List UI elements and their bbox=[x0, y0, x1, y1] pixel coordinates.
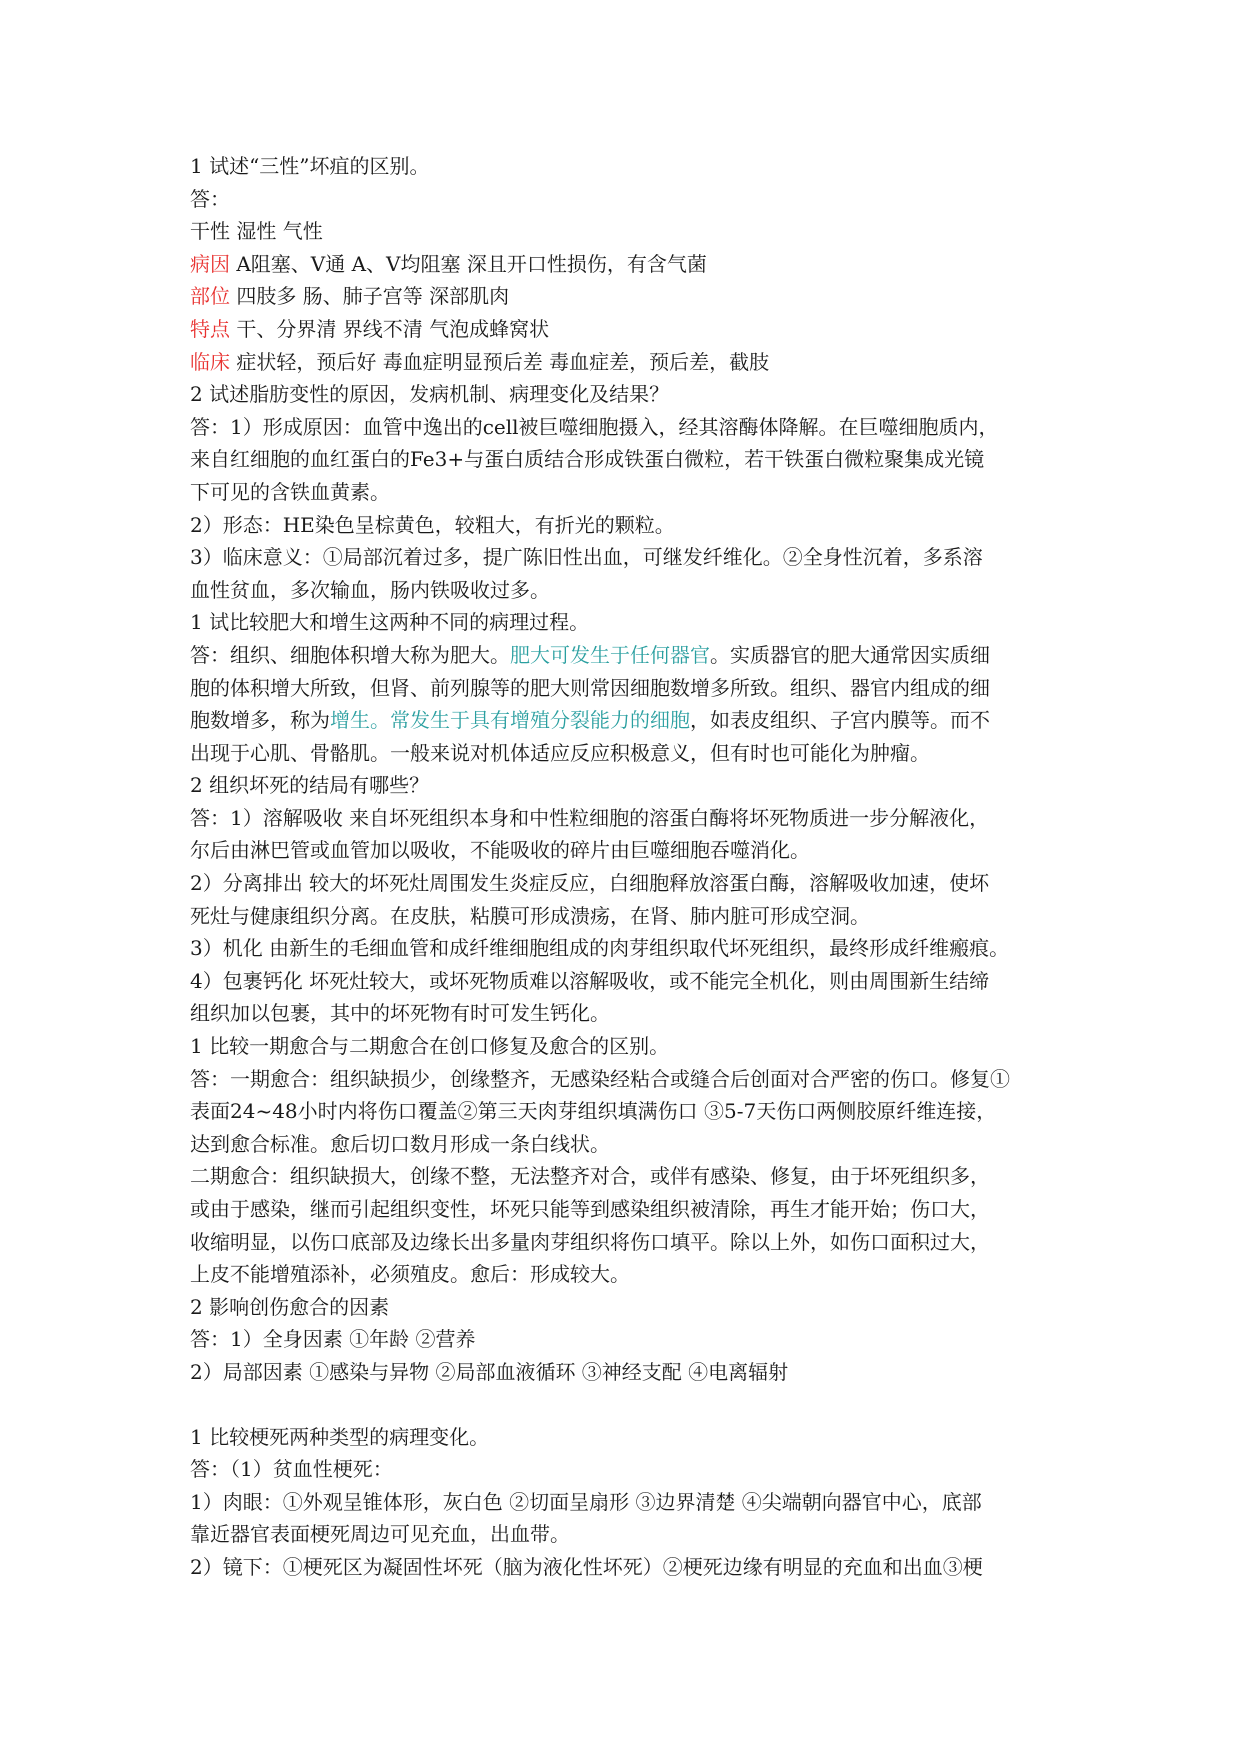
question-2: 2 试述脂肪变性的原因，发病机制、病理变化及结果？ bbox=[190, 382, 670, 407]
question-5: 1 比较一期愈合与二期愈合在创口修复及愈合的区别。 bbox=[190, 1034, 670, 1059]
answer-line: 1）肉眼：①外观呈锥体形，灰白色 ②切面呈扇形 ③边界清楚 ④尖端朝向器官中心，底部 bbox=[190, 1489, 982, 1514]
row-label: 临床 bbox=[190, 349, 230, 374]
answer-line: 下可见的含铁血黄素。 bbox=[190, 479, 390, 504]
text-segment: 。实质器官的肥大通常因实质细 bbox=[710, 642, 990, 667]
answer-line bbox=[190, 704, 1070, 737]
document-body bbox=[190, 150, 1070, 1584]
highlight-segment: 增生。常发生于具有增殖分裂能力的细胞 bbox=[330, 708, 690, 733]
answer-line: 出现于心肌、骨骼肌。一般来说对机体适应反应积极意义，但有时也可能化为肿瘤。 bbox=[190, 740, 930, 765]
answer-line: 答：（1）贫血性梗死： bbox=[190, 1457, 393, 1482]
answer-line: 靠近器官表面梗死周边可见充血，出血带。 bbox=[190, 1522, 570, 1547]
text-segment: ，如表皮组织、子宫内膜等。而不 bbox=[690, 708, 990, 733]
answer-line: 4）包裹钙化 坏死灶较大，或坏死物质难以溶解吸收，或不能完全机化，则由周围新生结缔 bbox=[190, 968, 990, 993]
highlight-segment: 肥大可发生于任何器官 bbox=[510, 642, 710, 667]
text-segment: 胞数增多，称为 bbox=[190, 708, 330, 733]
answer-line: 2）形态：HE染色呈棕黄色，较粗大，有折光的颗粒。 bbox=[190, 512, 675, 537]
section-gap bbox=[190, 1389, 1070, 1421]
answer-line: 答：1）全身因素 ①年龄 ②营养 bbox=[190, 1327, 476, 1352]
question-1: 1 试述“三性”坏疽的区别。 bbox=[190, 154, 430, 178]
answer-line: 答：一期愈合：组织缺损少，创缘整齐，无感染经粘合或缝合后创面对合严密的伤口。修复① bbox=[190, 1066, 1010, 1091]
answer-line: 3）机化 由新生的毛细血管和成纤维细胞组成的肉芽组织取代坏死组织，最终形成纤维瘢痕。 bbox=[190, 936, 1010, 961]
comparison-row bbox=[190, 280, 1070, 313]
answer-line: 2）镜下：①梗死区为凝固性坏死（脑为液化性坏死）②梗死边缘有明显的充血和出血③梗 bbox=[190, 1554, 983, 1579]
row-label: 特点 bbox=[190, 316, 230, 341]
answer-line: 死灶与健康组织分离。在皮肤，粘膜可形成溃疡，在肾、肺内脏可形成空洞。 bbox=[190, 903, 870, 928]
row-text: 干、分界清 界线不清 气泡成蜂窝状 bbox=[230, 316, 550, 341]
answer-line: 二期愈合：组织缺损大，创缘不整，无法整齐对合，或伴有感染、修复，由于坏死组织多， bbox=[190, 1164, 990, 1189]
question-7: 1 比较梗死两种类型的病理变化。 bbox=[190, 1424, 490, 1449]
comparison-row bbox=[190, 346, 1070, 379]
answer-label: 答： bbox=[190, 186, 230, 211]
answer-line: 血性贫血，多次输血，肠内铁吸收过多。 bbox=[190, 577, 550, 602]
answer-line: 来自红细胞的血红蛋白的Fe3+与蛋白质结合形成铁蛋白微粒，若干铁蛋白微粒聚集成光镜 bbox=[190, 447, 985, 472]
answer-line: 2）分离排出 较大的坏死灶周围发生炎症反应，白细胞释放溶蛋白酶，溶解吸收加速，使坏 bbox=[190, 871, 990, 896]
answer-line: 胞的体积增大所致，但肾、前列腺等的肥大则常因细胞数增多所致。组织、器官内组成的细 bbox=[190, 675, 990, 700]
answer-line: 尔后由淋巴管或血管加以吸收，不能吸收的碎片由巨噬细胞吞噬消化。 bbox=[190, 838, 810, 863]
answer-line: 3）临床意义：①局部沉着过多，提广陈旧性出血，可继发纤维化。②全身性沉着，多系溶 bbox=[190, 545, 983, 570]
comparison-row bbox=[190, 248, 1070, 281]
row-label: 病因 bbox=[190, 251, 230, 276]
answer-line: 组织加以包裹，其中的坏死物有时可发生钙化。 bbox=[190, 1001, 610, 1026]
answer-line: 答：1）形成原因：血管中逸出的cell被巨噬细胞摄入，经其溶酶体降解。在巨噬细胞质内， bbox=[190, 414, 999, 439]
comparison-row bbox=[190, 313, 1070, 346]
answer-line: 上皮不能增殖添补，必须殖皮。愈后：形成较大。 bbox=[190, 1262, 630, 1287]
question-6: 2 影响创伤愈合的因素 bbox=[190, 1294, 390, 1319]
answer-line: 或由于感染，继而引起组织变性，坏死只能等到感染组织被清除，再生才能开始；伤口大， bbox=[190, 1197, 990, 1221]
answer-line: 表面24~48小时内将伤口覆盖②第三天肉芽组织填满伤口 ③5-7天伤口两侧胶原纤维连接， bbox=[190, 1099, 997, 1124]
answer-line bbox=[190, 639, 1070, 672]
answer-line: 2）局部因素 ①感染与异物 ②局部血液循环 ③神经支配 ④电离辐射 bbox=[190, 1359, 789, 1384]
row-label: 部位 bbox=[190, 284, 230, 309]
gangrene-types-header: 干性 湿性 气性 bbox=[190, 219, 323, 244]
answer-line: 答：1）溶解吸收 来自坏死组织本身和中性粒细胞的溶蛋白酶将坏死物质进一步分解液化， bbox=[190, 805, 990, 830]
text-segment: 答：组织、细胞体积增大称为肥大。 bbox=[190, 642, 510, 667]
answer-line: 收缩明显，以伤口底部及边缘长出多量肉芽组织将伤口填平。除以上外，如伤口面积过大， bbox=[190, 1229, 990, 1254]
row-text: A阻塞、V通 A、V均阻塞 深且开口性损伤，有含气菌 bbox=[230, 251, 707, 276]
row-text: 症状轻，预后好 毒血症明显预后差 毒血症差，预后差，截肢 bbox=[230, 349, 770, 374]
question-4: 2 组织坏死的结局有哪些？ bbox=[190, 773, 430, 798]
question-3: 1 试比较肥大和增生这两种不同的病理过程。 bbox=[190, 610, 590, 635]
answer-line: 达到愈合标准。愈后切口数月形成一条白线状。 bbox=[190, 1131, 610, 1156]
row-text: 四肢多 肠、肺子宫等 深部肌肉 bbox=[230, 284, 510, 309]
